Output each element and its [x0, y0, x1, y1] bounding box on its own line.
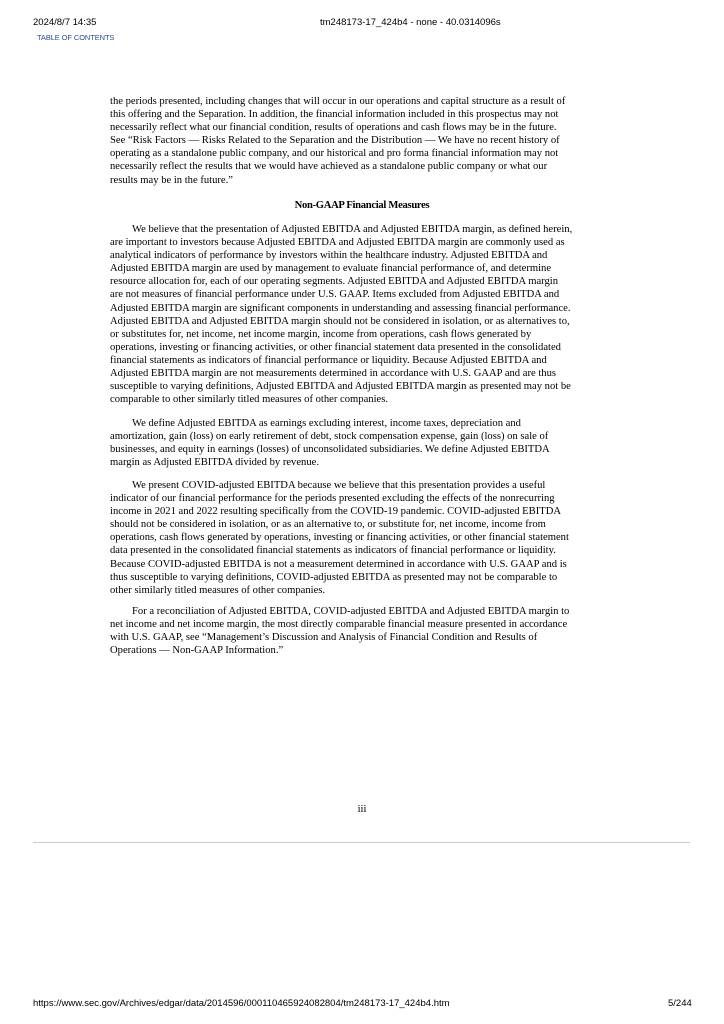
text-line: We present COVID-adjusted EBITDA because we believe that this presentation provides a useful	[132, 480, 546, 491]
text-line: data presented in the consolidated financial statements as indicators of financial performance or liquidity.	[110, 545, 556, 557]
text-line: the periods presented, including changes that will occur in our operations and capital structure as a result of	[110, 96, 566, 107]
text-line: necessarily reflect what our financial condition, results of operations and cash flows may be in the future.	[110, 122, 557, 134]
paragraph-covid-adjusted-ebitda	[110, 479, 620, 597]
text-line: amortization, gain (loss) on early retirement of debt, stock compensation expense, gain (loss) on sale of	[110, 431, 549, 443]
page-divider	[33, 842, 690, 843]
paragraph-adjusted-ebitda-definition	[110, 417, 620, 469]
text-line: net income and net income margin, the most directly comparable financial measure presented in accordance	[110, 619, 568, 631]
footer-url: https://www.sec.gov/Archives/edgar/data/2014596/000110465924082804/tm248173-17_424b4.htm	[33, 998, 450, 1009]
text-line: indicator of our financial performance for the periods presented excluding the effects of the nonrecurring	[110, 493, 555, 505]
page-number: iii	[357, 804, 367, 815]
text-line: operations, cash flows generated by operations, investing or financing activities, or other financial statement	[110, 532, 569, 544]
print-title: tm248173-17_424b4 - none - 40.0314096s	[320, 17, 501, 28]
text-line: analytical indicators of performance by investors within the healthcare industry. Adjusted EBITDA and	[110, 250, 548, 262]
text-line: necessarily reflect the results that we would have achieved as a standalone public company or what our	[110, 161, 548, 173]
text-line: susceptible to varying definitions, Adjusted EBITDA and Adjusted EBITDA margin as presented may not be	[110, 381, 571, 393]
footer-page-count: 5/244	[668, 998, 692, 1009]
text-line: operations, investing or financing activities, or other financial statement data presented in the consolidated	[110, 341, 561, 353]
text-line: should not be considered in isolation, or as an alternative to, or substitute for, net income, income from	[110, 519, 546, 531]
print-datetime: 2024/8/7 14:35	[33, 17, 97, 28]
text-line: Adjusted EBITDA margin are used by management to evaluate financial performance of, and determine	[110, 263, 552, 275]
text-line: We define Adjusted EBITDA as earnings excluding interest, income taxes, depreciation and	[132, 418, 521, 429]
text-line: businesses, and equity in earnings (losses) of unconsolidated subsidiaries. We define Adjusted EBITDA	[110, 444, 550, 456]
paragraph-adjusted-ebitda-importance	[110, 223, 620, 406]
text-line: other similarly titled measures of other companies.	[110, 584, 326, 596]
text-line: income in 2021 and 2022 resulting specifically from the COVID-19 pandemic. COVID-adjusted EBITDA	[110, 506, 562, 518]
text-line: Because COVID-adjusted EBITDA is not a measurement determined in accordance with U.S. GAAP and is	[110, 558, 567, 570]
paragraph-intro	[110, 95, 620, 187]
text-line: We believe that the presentation of Adjusted EBITDA and Adjusted EBITDA margin, as defined herein,	[132, 224, 573, 235]
text-line: are important to investors because Adjusted EBITDA and Adjusted EBITDA margin are commonly used as	[110, 237, 565, 249]
table-of-contents-link[interactable]: TABLE OF CONTENTS	[37, 33, 115, 42]
text-line: Adjusted EBITDA and Adjusted EBITDA margin should not be considered in isolation, or as alternatives to,	[110, 315, 570, 327]
text-line: with U.S. GAAP, see “Management’s Discussion and Analysis of Financial Condition and Results of	[110, 632, 538, 644]
text-line: results may be in the future.”	[110, 174, 233, 186]
text-line: operating as a standalone public company, and our historical and pro forma financial information may not	[110, 148, 559, 160]
paragraph-reconciliation	[110, 605, 620, 657]
text-line: Adjusted EBITDA margin are not measurements determined in accordance with U.S. GAAP and are thus	[110, 368, 556, 380]
text-line: For a reconciliation of Adjusted EBITDA, COVID-adjusted EBITDA and Adjusted EBITDA margin to	[132, 606, 570, 617]
text-line: margin as Adjusted EBITDA divided by revenue.	[110, 457, 319, 469]
text-line: Adjusted EBITDA margin are significant components in understanding and assessing financial performance.	[110, 302, 571, 314]
text-line: See “Risk Factors — Risks Related to the Separation and the Distribution — We have no recent history of	[110, 135, 560, 147]
text-line: or substitutes for, net income, net income margin, income from operations, cash flows generated by	[110, 328, 532, 340]
text-line: financial statements as indicators of financial performance or liquidity. Because Adjusted EBITDA and	[110, 354, 547, 366]
text-line: this offering and the Separation. In addition, the financial information included in this prospectus may not	[110, 109, 559, 121]
text-line: thus susceptible to varying definitions, COVID-adjusted EBITDA as presented may not be comparable to	[110, 571, 558, 583]
text-line: Operations — Non-GAAP Information.”	[110, 645, 284, 657]
text-line: comparable to other similarly titled measures of other companies.	[110, 394, 388, 406]
text-line: are not measures of financial performance under U.S. GAAP. Items excluded from Adjusted EBITDA and	[110, 289, 560, 301]
text-line: resource allocation for, each of our operating segments. Adjusted EBITDA and Adjusted EBITDA margin	[110, 276, 559, 288]
section-heading: Non-GAAP Financial Measures	[294, 200, 430, 211]
